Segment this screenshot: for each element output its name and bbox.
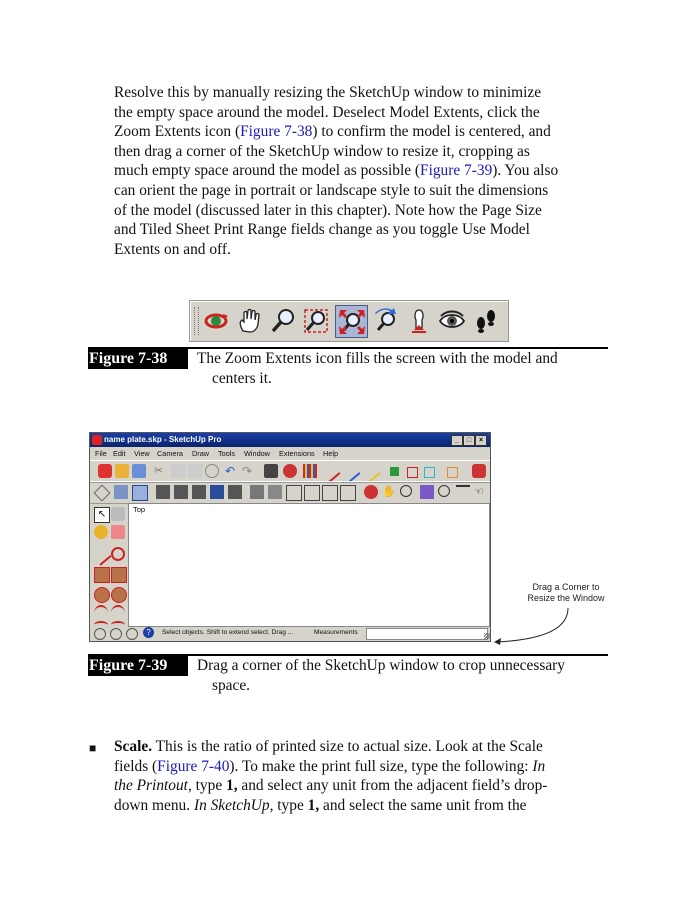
measurements-label: Measurements (314, 629, 358, 636)
intro-line: and Tiled Sheet Print Range fields change as you toggle Use Model (114, 221, 530, 239)
erase-icon[interactable] (205, 464, 219, 478)
undo-icon[interactable]: ↶ (225, 464, 236, 478)
cyan-square-icon[interactable] (424, 467, 435, 478)
figure-link[interactable]: Figure 7-38 (240, 123, 313, 141)
circle-icon[interactable] (94, 587, 110, 603)
front-view-icon[interactable] (156, 485, 170, 499)
line-blue-icon[interactable] (339, 461, 360, 482)
scale-term: Scale. (114, 738, 153, 755)
orbit-icon[interactable] (200, 305, 231, 336)
line-tool-icon[interactable] (90, 544, 111, 565)
geo-location-icon[interactable] (94, 628, 106, 640)
redo-icon[interactable]: ↷ (242, 464, 253, 478)
intro-line: the empty space around the model. Deselect Model Extents, click the (114, 103, 540, 121)
menu-bar (90, 447, 490, 460)
pan-hand-icon[interactable] (233, 305, 264, 336)
print-icon[interactable] (264, 464, 278, 478)
menu-camera[interactable]: Camera (157, 449, 183, 458)
measurements-input[interactable] (366, 628, 488, 640)
figure-link[interactable]: Figure 7-40 (157, 757, 230, 775)
camera-toolbar (189, 300, 509, 342)
intro-line: of the model (discussed later in this chapter). Note how the Page Size (114, 201, 542, 219)
save-icon[interactable] (132, 464, 146, 478)
look-around-icon[interactable] (436, 305, 467, 336)
textured-icon[interactable] (322, 485, 338, 501)
xray-icon[interactable] (250, 485, 264, 499)
open-file-icon[interactable] (115, 464, 129, 478)
bottom-view-icon[interactable] (228, 485, 242, 499)
zoom-icon[interactable] (267, 305, 298, 336)
intro-paragraph (114, 83, 614, 259)
intro-line: Zoom Extents icon (Figure 7-38) to confirm the model is centered, and (114, 123, 551, 141)
views-toolbar (90, 481, 490, 504)
getting-started-toolbar (90, 460, 490, 483)
shaded-icon[interactable] (304, 485, 320, 501)
user-icon[interactable] (126, 628, 138, 640)
toolbar-grip[interactable] (194, 307, 199, 335)
credits-icon[interactable] (110, 628, 122, 640)
position-camera-icon[interactable] (403, 305, 434, 336)
hidden-line-icon[interactable] (286, 485, 302, 501)
pie-icon[interactable] (111, 605, 125, 621)
menu-window[interactable]: Window (244, 449, 270, 458)
drawing-toolbar (92, 505, 128, 627)
hand-tool-icon[interactable]: ☜ (474, 486, 484, 498)
component-icon[interactable] (111, 507, 125, 521)
sketchup-logo-icon (92, 435, 102, 445)
styles-icon[interactable] (303, 464, 317, 478)
extension-warehouse-icon[interactable] (472, 464, 486, 478)
figure-link[interactable]: Figure 7-39 (420, 162, 493, 180)
intro-line: Resolve this by manually resizing the SketchUp window to minimize (114, 84, 542, 101)
polygon-icon[interactable] (111, 587, 127, 603)
arc-icon[interactable] (94, 605, 108, 621)
rectangle-icon[interactable] (94, 567, 110, 583)
window-title: name plate.skp - SketchUp Pro (104, 435, 222, 444)
pan-tool-icon[interactable]: ✋ (382, 486, 396, 498)
left-view-icon[interactable] (210, 485, 224, 499)
wireframe-icon[interactable] (268, 485, 282, 499)
previous-view-icon[interactable] (370, 305, 401, 336)
new-file-icon[interactable] (98, 464, 112, 478)
fog-icon[interactable] (438, 485, 450, 497)
red-square-icon[interactable] (407, 467, 418, 478)
annotation-arrow (490, 600, 580, 650)
paste-icon[interactable] (188, 464, 202, 478)
status-text: Select objects. Shift to extend select. Drag ... (162, 629, 294, 636)
iso-view-icon[interactable] (114, 485, 128, 499)
help-icon[interactable]: ? (143, 627, 154, 638)
axes-icon[interactable] (456, 485, 470, 501)
minimize-button[interactable]: _ (451, 435, 463, 446)
drawing-area[interactable] (128, 503, 490, 627)
menu-view[interactable]: View (134, 449, 150, 458)
intro-line: much empty space around the model as possible (Figure 7-39). You also (114, 162, 559, 180)
section-icon[interactable] (447, 467, 458, 478)
list-bullet: ■ (89, 741, 97, 755)
menu-edit[interactable]: Edit (113, 449, 126, 458)
line-yellow-icon[interactable] (359, 461, 380, 482)
back-view-icon[interactable] (192, 485, 206, 499)
intro-line: then drag a corner of the SketchUp window to resize it, cropping as (114, 142, 530, 160)
cut-icon[interactable]: ✂ (154, 465, 164, 477)
title-bar[interactable] (90, 433, 490, 447)
figure-tag: Figure 7-38 (88, 349, 188, 369)
intro-line: Extents on and off. (114, 240, 231, 258)
rotated-rectangle-icon[interactable] (111, 567, 127, 583)
top-view-icon[interactable] (132, 485, 148, 501)
menu-file[interactable]: File (95, 449, 107, 458)
walk-icon[interactable] (470, 305, 501, 336)
scale-paragraph: Scale. This is the ratio of printed size to actual size. Look at the Scale fields (Figure 7-40). To make the print full size, type the following: In the Printout, type 1, and select any unit from the adjacent field’s drop- down menu. In SketchUp, type 1, and select the same unit from the (114, 738, 548, 814)
paint-bucket-icon[interactable] (94, 525, 108, 539)
view-label: Top (133, 505, 146, 514)
caption-text: The Zoom Extents icon fills the screen with the model and centers it. (197, 350, 558, 387)
green-square-icon[interactable] (390, 467, 399, 476)
status-bar (90, 626, 490, 640)
zoom-tool-icon[interactable] (400, 485, 412, 497)
eraser-icon[interactable] (111, 525, 125, 539)
intro-line: can orient the page in portrait or landscape style to suit the dimensions (114, 181, 549, 199)
caption-text: Drag a corner of the SketchUp window to crop unnecessary space. (197, 657, 565, 694)
menu-help[interactable]: Help (323, 449, 339, 458)
zoom-window-icon[interactable] (300, 305, 331, 336)
right-view-icon[interactable] (174, 485, 188, 499)
line-tool-icon[interactable] (319, 461, 340, 482)
maximize-button[interactable]: □ (463, 435, 475, 446)
close-button[interactable]: × (475, 435, 487, 446)
menu-draw[interactable]: Draw (192, 449, 210, 458)
figure-tag: Figure 7-39 (88, 656, 188, 676)
menu-extensions[interactable]: Extensions (279, 449, 315, 458)
monochrome-icon[interactable] (340, 485, 356, 501)
menu-tools[interactable]: Tools (218, 449, 236, 458)
freehand-icon[interactable] (111, 547, 125, 561)
select-icon[interactable]: ↖ (94, 507, 110, 523)
orbit-tool-icon[interactable] (364, 485, 378, 499)
resize-annotation: Drag a Corner to Resize the Window (527, 582, 605, 603)
figure-caption (88, 347, 608, 391)
sketchup-window (89, 432, 491, 642)
move-tool-icon[interactable] (94, 485, 111, 502)
model-info-icon[interactable] (283, 464, 297, 478)
copy-icon[interactable] (171, 464, 185, 478)
zoom-extents-icon[interactable] (335, 305, 368, 338)
shadow-icon[interactable] (420, 485, 434, 499)
figure-caption (88, 654, 608, 698)
